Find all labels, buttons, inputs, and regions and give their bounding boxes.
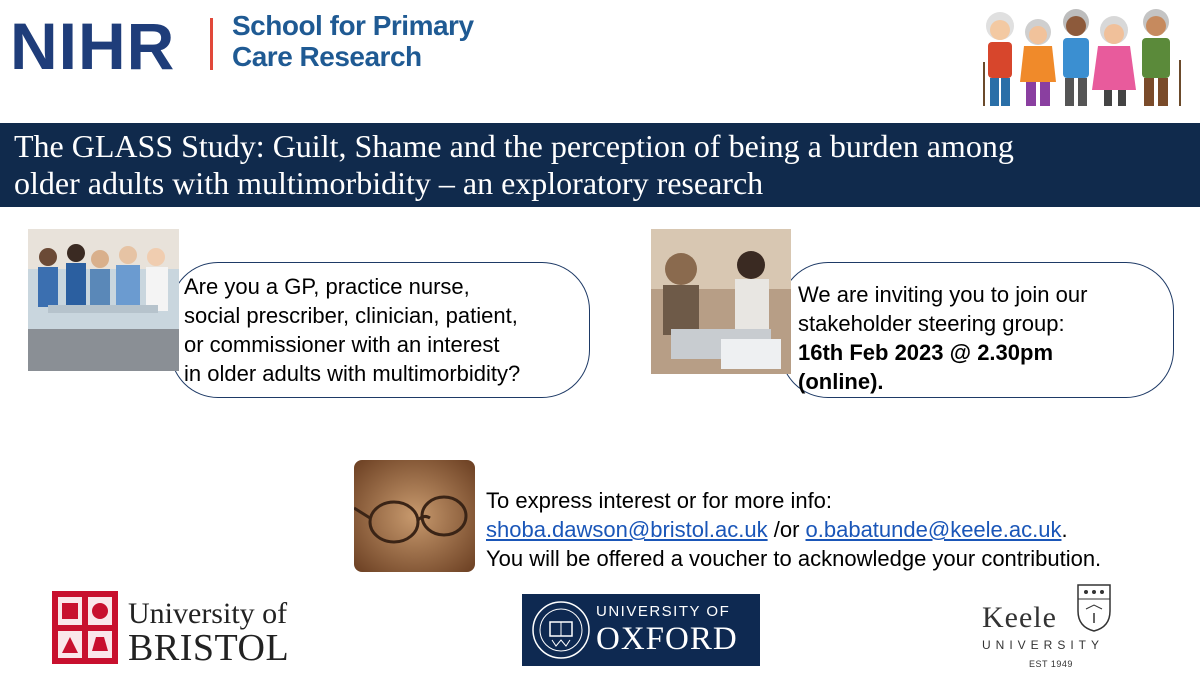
older-adults-illustration [980, 2, 1194, 108]
nihr-school-name [232, 10, 474, 72]
oxford-seal-icon [530, 598, 592, 662]
meeting-date: 16th Feb 2023 @ 2.30pm [798, 340, 1054, 365]
bubble-right-line-1: We are inviting you to join our [798, 282, 1088, 307]
keele-name-line-2: UNIVERSITY [982, 638, 1105, 652]
bubble-right-line-2: stakeholder steering group: [798, 311, 1065, 336]
school-line-2: Care Research [232, 41, 422, 72]
contact-intro: To express interest or for more info: [486, 488, 833, 513]
elder-figure-1 [984, 12, 1014, 106]
clinicians-group-photo [28, 229, 179, 371]
nihr-separator [210, 18, 213, 70]
bristol-name-line-2: BRISTOL [128, 627, 290, 669]
nihr-wordmark: NIHR [10, 9, 176, 83]
bubble-left-line-2: social prescriber, clinician, patient, [184, 303, 518, 328]
meeting-mode: (online). [798, 369, 884, 394]
bubble-left-line-4: in older adults with multimorbidity? [184, 361, 521, 386]
bubble-left-line-3: or commissioner with an interest [184, 332, 500, 357]
elder-figure-4 [1092, 16, 1136, 106]
study-title-line-1: The GLASS Study: Guilt, Shame and the perception of being a burden among [14, 128, 1014, 164]
study-title [14, 128, 1184, 202]
email-link-bristol[interactable]: shoba.dawson@bristol.ac.uk [486, 517, 768, 542]
bubble-left-text [184, 272, 584, 388]
meeting-laptop-photo [651, 229, 791, 374]
keele-shield-icon [1076, 583, 1112, 633]
bristol-crest-logo [52, 591, 118, 664]
email-trailing-period: . [1061, 517, 1068, 542]
oxford-name-line-1: UNIVERSITY OF [596, 603, 731, 620]
glasses-photo [354, 460, 475, 572]
oxford-name-line-2: OXFORD [596, 621, 738, 657]
school-line-1: School for Primary [232, 10, 474, 41]
keele-established: EST 1949 [1029, 659, 1073, 669]
keele-name-line-1: Keele [982, 601, 1057, 634]
study-title-line-2: older adults with multimorbidity – an exploratory research [14, 165, 764, 201]
elder-figure-3 [1063, 9, 1089, 106]
elder-figure-5 [1142, 9, 1180, 106]
voucher-note: You will be offered a voucher to acknowledge your contribution. [486, 546, 1102, 571]
contact-emails [486, 515, 1198, 544]
elder-figure-2 [1020, 19, 1056, 106]
email-separator: /or [767, 517, 806, 542]
email-link-keele[interactable]: o.babatunde@keele.ac.uk [805, 517, 1062, 542]
bristol-name-line-1: University of [128, 597, 288, 630]
bubble-left-line-1: Are you a GP, practice nurse, [184, 274, 470, 299]
contact-info [486, 486, 1198, 573]
bubble-right-text [798, 280, 1168, 396]
